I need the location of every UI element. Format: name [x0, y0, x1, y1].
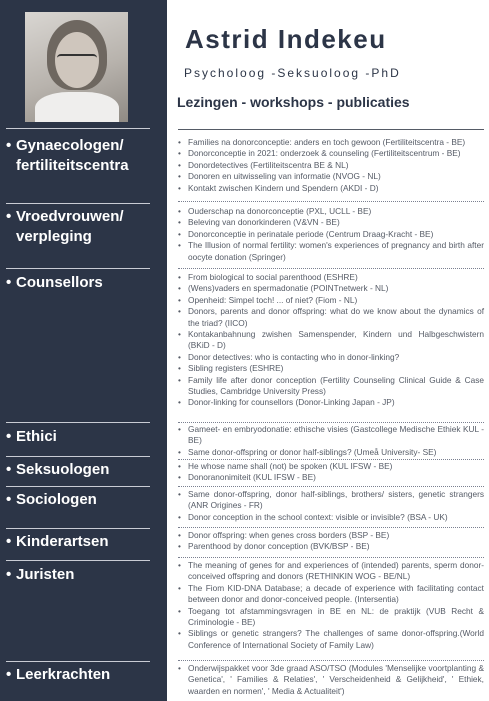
list-item: • The Fiom KID-DNA Database; a decade of experience with facilitating contact between donor and donor-conceived people. (Intersentia)	[178, 583, 484, 606]
list-item: • (Wens)vaders en spermadonatie (POINTnetwerk - NL)	[178, 283, 484, 294]
category-label: Vroedvrouwen/ verpleging	[16, 208, 124, 245]
section-juristen-list	[178, 560, 484, 651]
list-item: • Sibling registers (ESHRE)	[178, 363, 484, 374]
section-heading: Lezingen - workshops - publicaties	[177, 94, 410, 110]
list-item: • Families na donorconceptie: anders en toch gewoon (Fertiliteitscentra - BE)	[178, 137, 484, 148]
list-item: • Same donor-offspring, donor half-siblings, brothers/ sisters, genetic strangers (ANR Origines - FR)	[178, 489, 484, 512]
list-item: • Beleving van donorkinderen (V&VN - BE)	[178, 217, 484, 228]
section-vroedvrouwen-list	[178, 206, 484, 263]
list-item: • Same donor-offspring or donor half-siblings? (Umeå University- SE)	[178, 447, 484, 458]
section-ethici-list	[178, 424, 484, 458]
divider	[178, 459, 484, 460]
list-item: • Donorconceptie in perinatale periode (Centrum Draag-Kracht - BE)	[178, 229, 484, 240]
category-label: Sociologen	[16, 491, 97, 508]
list-item: • Donor-linking for counsellors (Donor-Linking Japan - JP)	[178, 397, 484, 408]
category-label: Counsellors	[16, 274, 103, 291]
list-item: • Kontakt zwischen Kindern und Spendern (AKDI - D)	[178, 183, 484, 194]
list-item: • From biological to social parenthood (ESHRE)	[178, 272, 484, 283]
list-item: • Gameet- en embryodonatie: ethische visies (Gastcollege Medische Ethiek KUL - BE)	[178, 424, 484, 447]
category-label: Ethici	[16, 428, 57, 445]
sidebar: • Gynaecologen/ fertiliteitscentra • Vroedvrouwen/ verpleging • Counsellors • Ethici • Seksuologen • Sociologen • Kinderartsen • Juristen • Leerkrachten	[0, 0, 167, 701]
list-item: • Donor detectives: who is contacting who in donor-linking?	[178, 352, 484, 363]
list-item: • He whose name shall (not) be spoken (KUL IFSW - BE)	[178, 461, 484, 472]
list-item: • Ouderschap na donorconceptie (PXL, UCLL - BE)	[178, 206, 484, 217]
list-item: • Donoranonimiteit (KUL IFSW - BE)	[178, 472, 484, 483]
divider	[178, 201, 484, 202]
section-kinderartsen-list	[178, 530, 484, 553]
divider	[178, 660, 484, 661]
list-item: • Donordetectives (Fertiliteitscentra BE & NL)	[178, 160, 484, 171]
list-item: • Donor offspring: when genes cross borders (BSP - BE)	[178, 530, 484, 541]
list-item: • The meaning of genes for and experiences of (intended) parents, sperm donor-conceived offspring and donors (RETHINKIN WOG - BE/NL)	[178, 560, 484, 583]
divider	[178, 129, 484, 130]
list-item: • Siblings or genetic strangers? The challenges of same donor-offspring.(World Conference of International Society of Family Law)	[178, 628, 484, 651]
list-item: • Donor conception in the school context: visible or invisible? (BSA - UK)	[178, 512, 484, 523]
list-item: • Openheid: Simpel toch! ... of niet? (Fiom - NL)	[178, 295, 484, 306]
category-label: Seksuologen	[16, 461, 110, 478]
list-item: • Family life after donor conception (Fertility Counseling Clinical Guide & Case Studies, Cambridge University Press)	[178, 375, 484, 398]
divider	[178, 268, 484, 269]
divider	[178, 527, 484, 528]
list-item: • Parenthood by donor conception (BVK/BSP - BE)	[178, 541, 484, 552]
category-label: Leerkrachten	[16, 666, 111, 683]
divider	[178, 557, 484, 558]
section-seksuologen-list	[178, 461, 484, 484]
list-item: • Donorconceptie in 2021: onderzoek & counseling (Fertiliteitscentrum - BE)	[178, 148, 484, 159]
list-item: • The Illusion of normal fertility: women's experiences of pregnancy and birth after oocyte donation (Springer)	[178, 240, 484, 263]
section-counsellors-list	[178, 272, 484, 409]
list-item: • Donors, parents and donor offspring: what do we know about the dynamics of the triad? (IICO)	[178, 306, 484, 329]
section-leerkrachten-list	[178, 663, 484, 697]
divider	[178, 422, 484, 423]
category-label: Kinderartsen	[16, 533, 109, 550]
section-gynaecologen-list	[178, 137, 484, 194]
list-item: • Onderwijspakket voor 3de graad ASO/TSO (Modules 'Menselijke voortplanting & Genetica', ' Families & Relaties', ' Verscheidenheid & Gelijkheid', ' Ethiek, waarden en normen', ' Media & Actualiteit')	[178, 663, 484, 697]
category-label: Juristen	[16, 566, 75, 583]
section-sociologen-list	[178, 489, 484, 523]
divider	[178, 486, 484, 487]
list-item: • Toegang tot afstammingsvragen in BE en NL: de praktijk (VUB Recht & Criminologie - BE)	[178, 606, 484, 629]
page-subtitle: Psycholoog -Seksuoloog -PhD	[184, 66, 401, 80]
list-item: • Kontakanbahnung zwishen Samenspender, Kindern und Halbgeschwistern (BKiD - D)	[178, 329, 484, 352]
category-label: Gynaecologen/ fertiliteitscentra	[16, 137, 129, 174]
page-title: Astrid Indekeu	[185, 24, 387, 54]
list-item: • Donoren en uitwisseling van informatie (NVOG - NL)	[178, 171, 484, 182]
profile-photo	[25, 12, 128, 122]
